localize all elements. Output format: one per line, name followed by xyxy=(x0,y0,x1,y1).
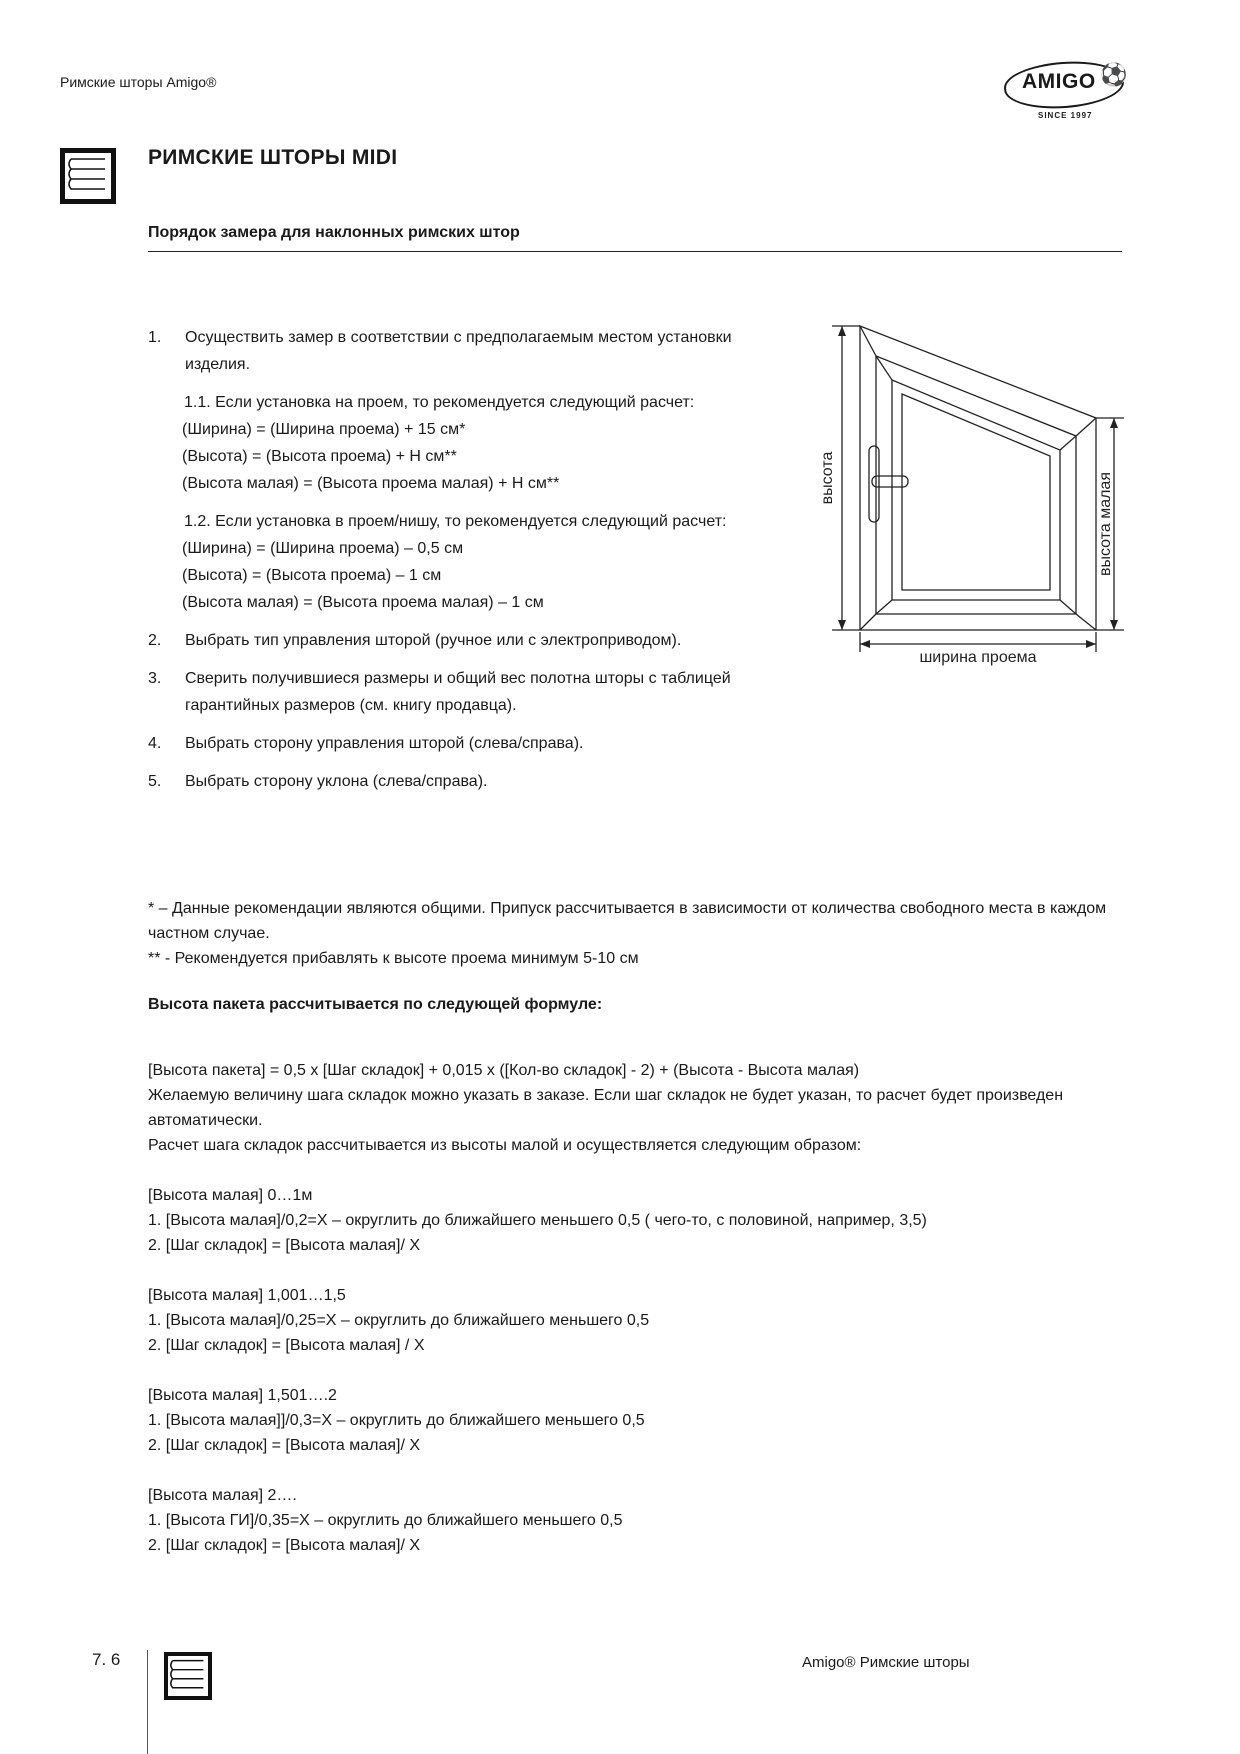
player-icon: ⚽ xyxy=(1100,62,1128,87)
range-line: 2. [Шаг складок] = [Высота малая] / X xyxy=(148,1337,425,1354)
diagram-label-width: ширина проема xyxy=(919,649,1037,666)
sub-1-2 xyxy=(148,508,798,535)
header-brand-line: Римские шторы Amigo® xyxy=(60,74,217,90)
sub-1-2-lines xyxy=(148,535,798,616)
amigo-logo xyxy=(1000,56,1132,126)
range-heading: [Высота малая] 0…1м xyxy=(148,1187,313,1204)
step-2 xyxy=(148,627,798,654)
sub-line: (Ширина) = (Ширина проема) – 0,5 см xyxy=(182,540,464,557)
step-number: 2. xyxy=(148,632,162,649)
step-number: 1. xyxy=(148,329,162,346)
step-text: Выбрать сторону управления шторой (слева/справа). xyxy=(185,735,584,752)
sub-line: (Высота малая) = (Высота проема малая) – 1 см xyxy=(182,594,544,611)
footnotes xyxy=(148,896,1108,971)
range-line: 2. [Шаг складок] = [Высота малая]/ X xyxy=(148,1537,421,1554)
step-1 xyxy=(148,324,798,378)
step-5 xyxy=(148,768,798,795)
page-title: РИМСКИЕ ШТОРЫ MIDI xyxy=(148,146,398,169)
sub-line: (Ширина) = (Ширина проема) + 15 см* xyxy=(182,421,466,438)
roman-blind-icon xyxy=(60,148,116,204)
step-4 xyxy=(148,730,798,757)
formula-line: [Высота пакета] = 0,5 x [Шаг складок] + 0,015 x ([Кол-во складок] - 2) + (Высота - Высота малая) xyxy=(148,1062,860,1079)
range-line: 1. [Высота малая]/0,2=X – округлить до ближайшего меньшего 0,5 ( чего-то, с половиной, например, 3,5) xyxy=(148,1212,927,1229)
formula-line: Желаемую величину шага складок можно указать в заказе. Если шаг складок не будет указан, то расчет будет произведен автоматически. xyxy=(148,1087,1064,1129)
roman-blind-icon-small xyxy=(164,1652,212,1700)
step-text: Выбрать тип управления шторой (ручное или с электроприводом). xyxy=(185,632,682,649)
formula-block xyxy=(148,1058,1108,1558)
page-number: 7. 6 xyxy=(92,1650,121,1669)
footer-brand-line: Amigo® Римские шторы xyxy=(802,1654,970,1671)
range-line: 2. [Шаг складок] = [Высота малая]/ X xyxy=(148,1437,421,1454)
footnote-2: ** - Рекомендуется прибавлять к высоте проема минимум 5-10 см xyxy=(148,950,639,967)
range-line: 1. [Высота малая]]/0,3=X – округлить до ближайшего меньшего 0,5 xyxy=(148,1412,645,1429)
range-heading: [Высота малая] 1,001…1,5 xyxy=(148,1287,346,1304)
formula-heading: Высота пакета рассчитывается по следующей формуле: xyxy=(148,996,603,1013)
sub-1-1 xyxy=(148,389,798,416)
sub-1-1-lines xyxy=(148,416,798,497)
sub-1-1-head: 1.1. Если установка на проем, то рекомендуется следующий расчет: xyxy=(184,394,695,411)
footnote-1: * – Данные рекомендации являются общими. Припуск рассчитывается в зависимости от количества свободного места в каждом частном случае. xyxy=(148,900,1107,942)
window-handle-plate xyxy=(869,446,879,522)
window-glass xyxy=(902,394,1050,590)
sub-line: (Высота) = (Высота проема) – 1 см xyxy=(182,567,442,584)
step-number: 3. xyxy=(148,670,162,687)
window-middle-frame xyxy=(876,356,1076,614)
range-line: 1. [Высота малая]/0,25=X – округлить до ближайшего меньшего 0,5 xyxy=(148,1312,650,1329)
range-line: 2. [Шаг складок] = [Высота малая]/ X xyxy=(148,1237,421,1254)
logo-since: SINCE 1997 xyxy=(1038,111,1093,120)
subtitle-divider xyxy=(148,251,1122,252)
window-sash-frame xyxy=(892,380,1060,600)
formula-line: Расчет шага складок рассчитывается из высоты малой и осуществляется следующим образом: xyxy=(148,1137,862,1154)
sub-1-2-head: 1.2. Если установка в проем/нишу, то рекомендуется следующий расчет: xyxy=(184,513,727,530)
step-text: Выбрать сторону уклона (слева/справа). xyxy=(185,773,488,790)
range-heading: [Высота малая] 2…. xyxy=(148,1487,297,1504)
step-number: 5. xyxy=(148,773,162,790)
page-subtitle: Порядок замера для наклонных римских штор xyxy=(148,224,520,241)
diagram-label-small-height: высота малая xyxy=(1097,471,1114,577)
range-line: 1. [Высота ГИ]/0,35=X – округлить до ближайшего меньшего 0,5 xyxy=(148,1512,623,1529)
sub-line: (Высота малая) = (Высота проема малая) + Н см** xyxy=(182,475,560,492)
diagram-label-height: высота xyxy=(819,451,836,505)
step-number: 4. xyxy=(148,735,162,752)
sloped-window-diagram xyxy=(818,316,1128,666)
step-text: Осуществить замер в соответствии с предполагаемым местом установки изделия. xyxy=(185,329,732,373)
range-heading: [Высота малая] 1,501….2 xyxy=(148,1387,337,1404)
footer-divider xyxy=(147,1650,148,1754)
sub-line: (Высота) = (Высота проема) + Н см** xyxy=(182,448,457,465)
step-text: Сверить получившиеся размеры и общий вес полотна шторы с таблицей гарантийных размеров (см. книгу продавца). xyxy=(185,670,731,714)
measurement-steps xyxy=(148,324,798,806)
logo-text: AMIGO xyxy=(1022,70,1096,93)
step-3 xyxy=(148,665,798,719)
